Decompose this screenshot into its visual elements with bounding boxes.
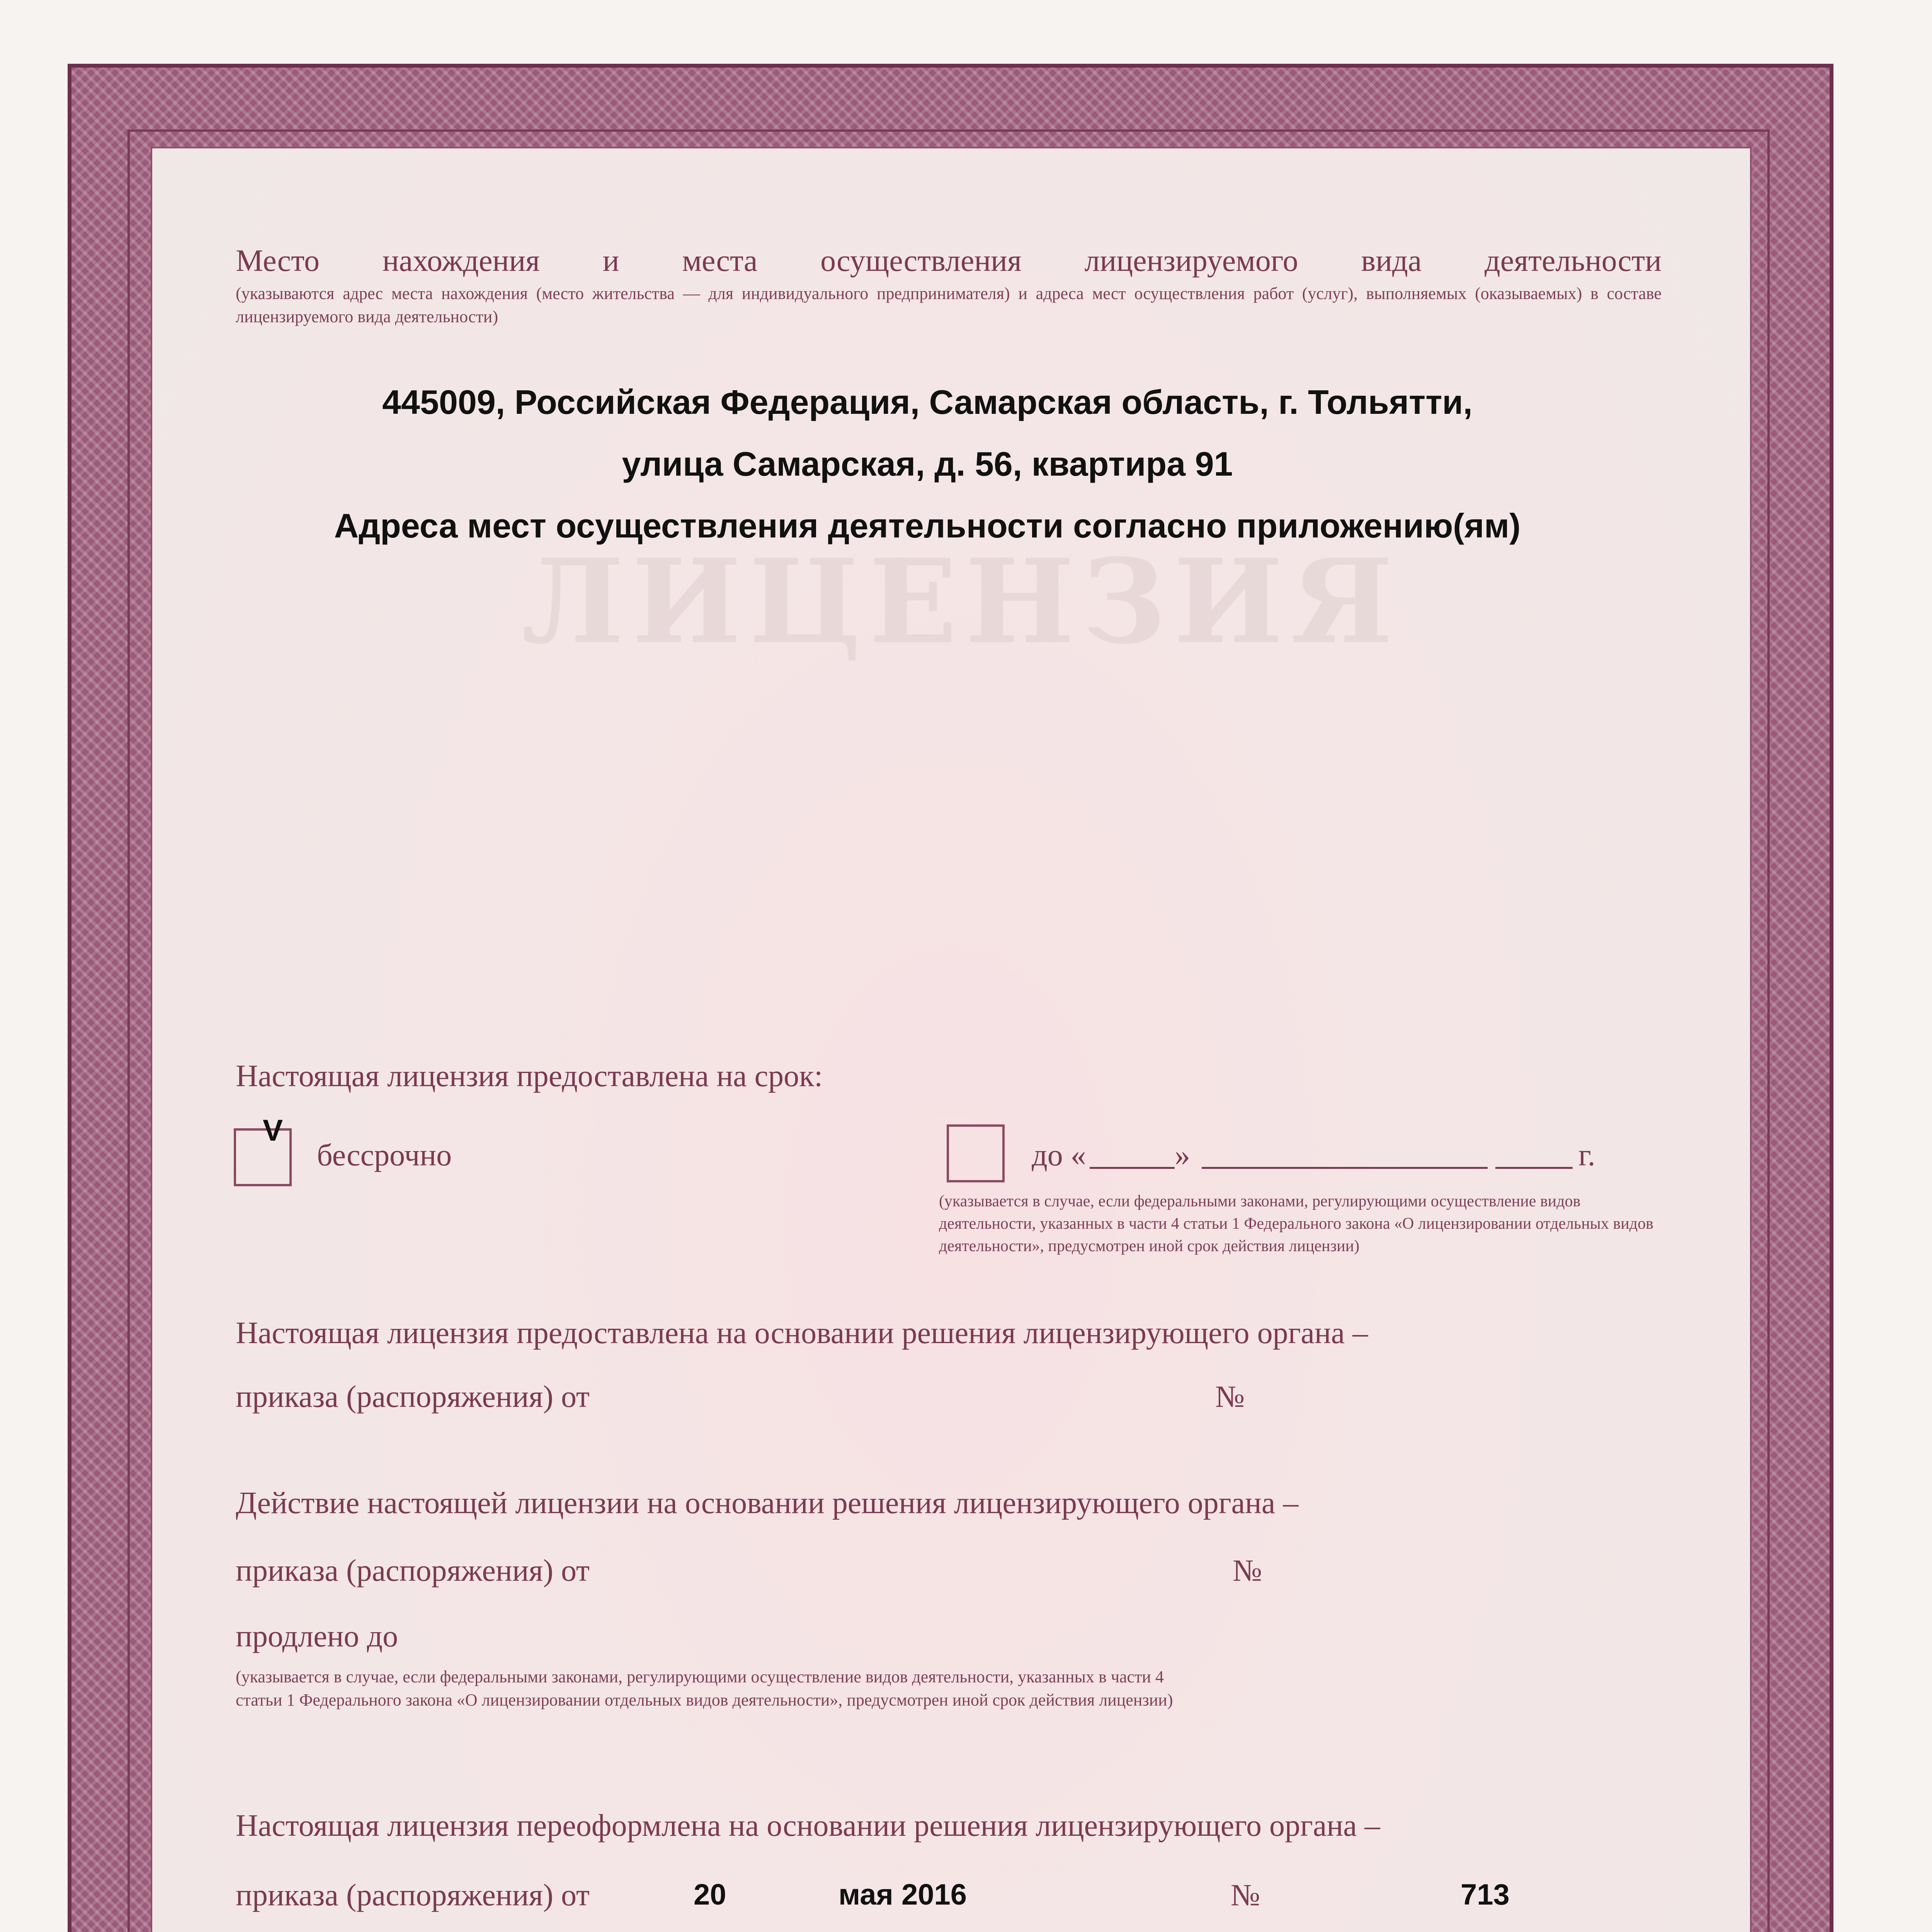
basis-number-sign: № [1215, 1380, 1245, 1414]
extension-note: (указывается в случае, если федеральными законами, регулирующими осуществление видов деятельности, указанных в части 4 статьи 1 Федерального закона «О лицензировании отдельных видов деятельности», предусмотрен иной срок действия лицензии) [236, 1667, 1173, 1709]
until-year-suffix: г. [1578, 1138, 1595, 1172]
basis-line-1: Настоящая лицензия предоставлена на основании решения лицензирующего органа – [236, 1316, 1368, 1350]
indefinite-check-mark: V [263, 1113, 283, 1147]
address-line-3: Адреса мест осуществления деятельности согласно приложению(ям) [334, 507, 1521, 545]
reissue-line-2: приказа (распоряжения) от [236, 1878, 590, 1912]
extended-until-label: продлено до [236, 1619, 398, 1653]
watermark: ЛИЦЕНЗИЯ [522, 533, 1401, 670]
until-day-line [1090, 1167, 1175, 1169]
address-line-1: 445009, Российская Федерация, Самарская область, г. Тольятти, [382, 383, 1473, 421]
basis-line-2: приказа (распоряжения) от [236, 1380, 590, 1414]
indefinite-label: бессрочно [317, 1138, 452, 1172]
reissue-month-year: мая 2016 [838, 1878, 967, 1911]
until-label: до « [1032, 1138, 1086, 1172]
address-heading: Место нахождения и места осуществления лицензируемого вида деятельности [236, 244, 1662, 278]
until-month-line [1202, 1167, 1488, 1169]
address-line-2: улица Самарская, д. 56, квартира 91 [622, 445, 1233, 483]
reissue-number-sign: № [1231, 1878, 1260, 1912]
until-checkbox[interactable] [947, 1124, 1005, 1182]
address-note: (указываются адрес места нахождения (место жительства — для индивидуального предпринимателя) и адреса мест осуществления работ (услуг), выполняемых (оказываемых) в составе лицензируемого вида деятельности) [236, 284, 1662, 326]
until-quote-close: » [1175, 1138, 1190, 1172]
extension-line-1: Действие настоящей лицензии на основании решения лицензирующего органа – [236, 1486, 1299, 1520]
reissue-day: 20 [694, 1878, 726, 1911]
until-year-line [1495, 1167, 1573, 1169]
until-note: (указывается в случае, если федеральными законами, регулирующими осуществление видов деятельности, указанных в части 4 статьи 1 Федерального закона «О лицензировании отдельных видов деятельности», предусмотрен иной срок действия лицензии) [939, 1192, 1653, 1255]
reissue-line-1: Настоящая лицензия переоформлена на основании решения лицензирующего органа – [236, 1809, 1380, 1843]
reissue-number: 713 [1461, 1878, 1510, 1911]
term-heading: Настоящая лицензия предоставлена на срок: [236, 1059, 823, 1093]
extension-line-2: приказа (распоряжения) от [236, 1554, 590, 1588]
extension-number-sign: № [1233, 1554, 1262, 1588]
